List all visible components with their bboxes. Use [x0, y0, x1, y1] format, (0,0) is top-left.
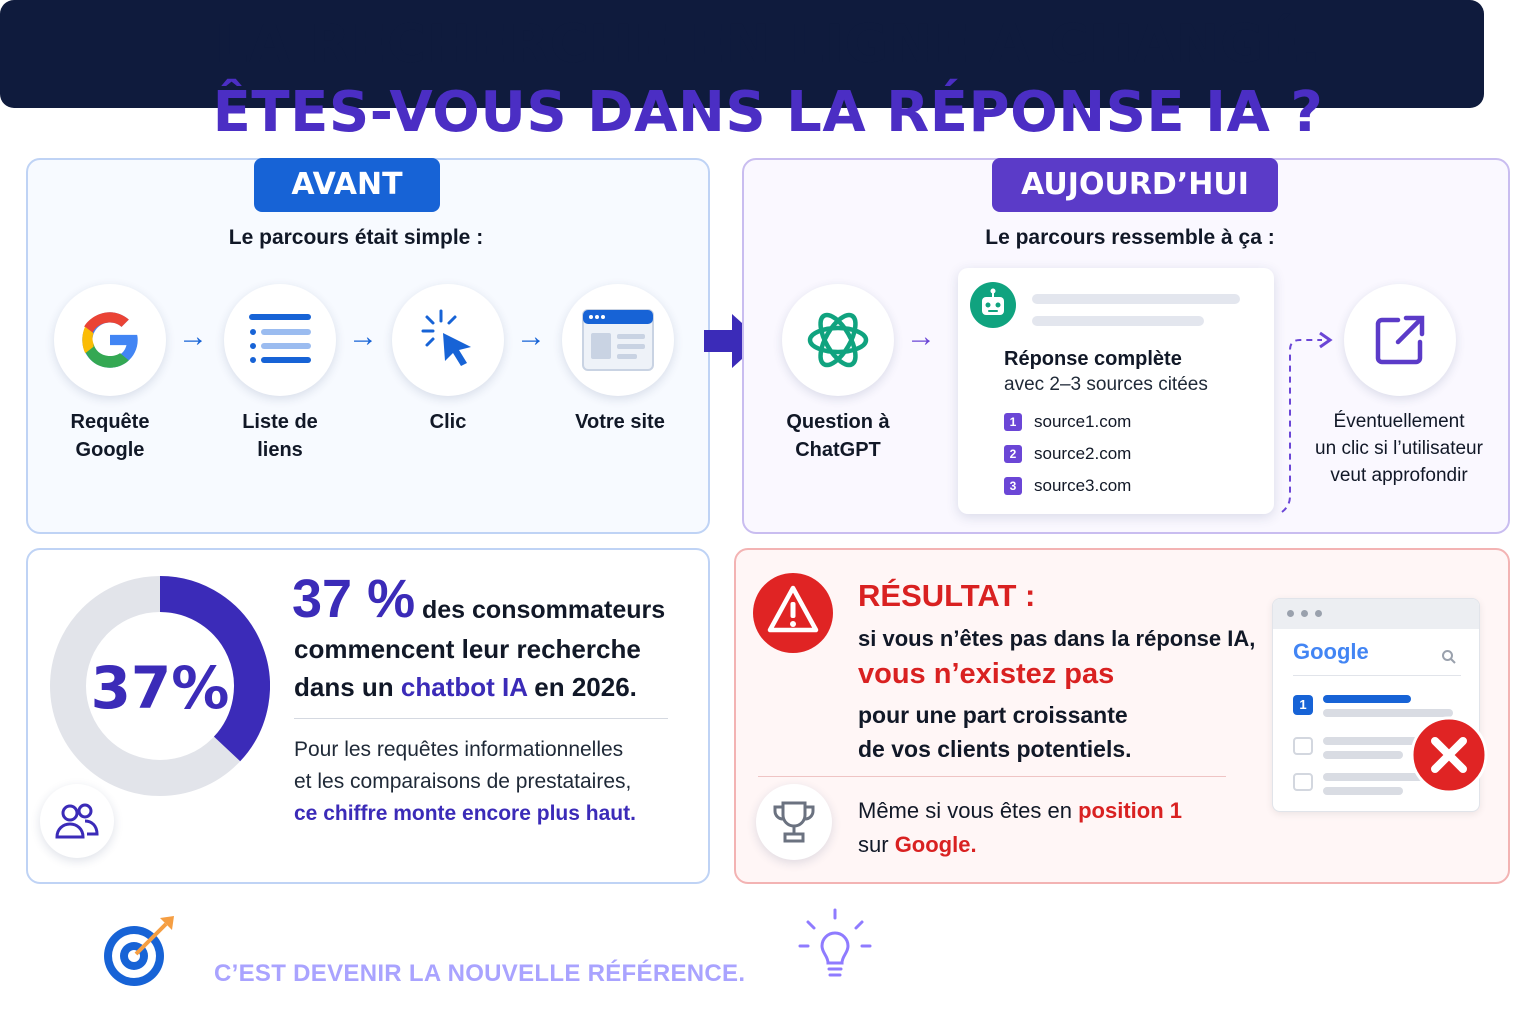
result-checkbox [1293, 773, 1313, 791]
step-label-line: ChatGPT [795, 439, 881, 461]
cursor-click-icon [415, 307, 481, 373]
google-logo: Google [1293, 639, 1369, 664]
browser-window-icon [582, 309, 654, 371]
stat-text: en 2026. [527, 672, 637, 702]
stat-sub1: Pour les requêtes informationnelles [294, 738, 624, 761]
resultat-title: RÉSULTAT : [858, 578, 1036, 613]
stat-line2: commencent leur recherche [294, 634, 641, 664]
stat-sub3: ce chiffre monte encore plus haut. [294, 802, 636, 825]
google-g-icon [75, 305, 145, 375]
chatgpt-step-circle [782, 284, 894, 396]
resultat-position-line [858, 798, 1182, 824]
avant-tag: AVANT [254, 158, 440, 212]
arrow-right-icon: → [178, 320, 208, 353]
answer-title: Réponse complète [1004, 348, 1182, 370]
stat-text: dans un [294, 672, 401, 702]
step-label-line: Requête [70, 411, 150, 433]
trophy-icon-circle [756, 784, 832, 860]
google-step-circle [54, 284, 166, 396]
step-label-line: liens [257, 439, 303, 461]
step-label-line: Google [75, 439, 145, 461]
search-icon [1441, 649, 1457, 665]
warning-icon [752, 572, 834, 654]
result-bar [1323, 737, 1423, 745]
footer-cta-line1: Adaptez votre stratégie de contenu dès maintenant [904, 922, 1380, 945]
external-link-icon [1372, 312, 1428, 368]
click-step-circle [392, 284, 504, 396]
placeholder-line [1032, 294, 1240, 304]
main-subtitle: ÊTES-VOUS DANS LA RÉPONSE IA ? [212, 80, 1324, 145]
arrow-right-icon: → [348, 320, 378, 353]
stat-line3 [294, 672, 637, 703]
robot-avatar [970, 282, 1016, 328]
step-label-question [758, 408, 918, 464]
step-label-final [1296, 408, 1502, 489]
result-bar [1323, 751, 1403, 759]
avant-subtitle: Le parcours était simple : [228, 226, 484, 249]
step-label-line: Éventuellement [1333, 411, 1465, 432]
resultat-line4: de vos clients potentiels. [858, 736, 1132, 762]
arrow-right-icon: → [906, 320, 936, 353]
footer-headline: ÊTRE VISIBLE DANS LES RÉPONSES IA, [214, 922, 694, 949]
aujourdhui-subtitle: Le parcours ressemble à ça : [985, 226, 1275, 249]
users-icon-circle [40, 784, 114, 858]
main-title: LA RECHERCHE EN LIGNE A CHANGÉ. [214, 14, 1322, 75]
donut-label: 37% [90, 654, 230, 722]
step-label-google [30, 408, 190, 464]
divider [294, 718, 668, 719]
trophy-icon [771, 799, 817, 845]
resultat-text: Même si vous êtes en [858, 798, 1079, 823]
result-bar [1323, 773, 1423, 781]
aujourdhui-tag: AUJOURD’HUI [992, 158, 1278, 212]
stat-donut-chart [50, 576, 270, 796]
source-number: 1 [1004, 413, 1022, 431]
site-step-circle [562, 284, 674, 396]
external-link-step-circle [1344, 284, 1456, 396]
step-label-site: Votre site [575, 411, 665, 433]
source-number: 2 [1004, 445, 1022, 463]
source-url[interactable]: source1.com [1034, 412, 1132, 431]
resultat-line1: si vous n’êtes pas dans la réponse IA, [858, 626, 1256, 651]
browser-bar [1273, 599, 1479, 629]
result-checkbox [1293, 737, 1313, 755]
footer-subheadline: C’EST DEVENIR LA NOUVELLE RÉFÉRENCE. [214, 960, 746, 987]
source-item[interactable] [1004, 412, 1131, 432]
placeholder-line [1032, 316, 1204, 326]
step-label-list [200, 408, 360, 464]
list-icon [247, 310, 313, 370]
resultat-line3: pour une part croissante [858, 702, 1128, 728]
stat-line1-rest: des consommateurs [422, 596, 666, 624]
rank-badge: 1 [1293, 695, 1313, 715]
footer-cta-line2: pour rester visible demain. [904, 956, 1151, 979]
stat-highlight: chatbot IA [400, 672, 528, 702]
arrow-right-icon: → [516, 320, 546, 353]
step-label-line: Question à [786, 411, 890, 433]
result-bar [1323, 695, 1411, 703]
source-item[interactable] [1004, 444, 1131, 464]
result-bar [1323, 787, 1403, 795]
step-label-line: veut approfondir [1330, 465, 1468, 486]
stat-sub2: et les comparaisons de prestataires, [294, 770, 632, 793]
answer-subtitle: avec 2–3 sources citées [1004, 374, 1208, 395]
close-x-icon [1410, 716, 1488, 794]
users-icon [55, 801, 99, 841]
source-item[interactable] [1004, 476, 1131, 496]
resultat-highlight: position 1 [1078, 798, 1182, 823]
source-number: 3 [1004, 477, 1022, 495]
step-label-click: Clic [429, 411, 467, 433]
resultat-highlight: Google. [894, 832, 977, 857]
step-label-line: un clic si l’utilisateur [1315, 438, 1483, 459]
divider [758, 776, 1226, 777]
chatgpt-logo-icon [801, 303, 875, 377]
source-url[interactable]: source2.com [1034, 444, 1132, 463]
lightbulb-icon [798, 906, 872, 986]
list-step-circle [224, 284, 336, 396]
stat-percentage: 37 % [292, 569, 416, 629]
resultat-text: sur [858, 832, 895, 857]
resultat-highlight: vous n’existez pas [858, 658, 1115, 690]
source-url[interactable]: source3.com [1034, 476, 1132, 495]
ai-answer-card [958, 268, 1274, 514]
resultat-google-line [858, 832, 977, 858]
step-label-line: Liste de [242, 411, 318, 433]
robot-icon [970, 282, 1016, 328]
target-icon [94, 912, 178, 996]
